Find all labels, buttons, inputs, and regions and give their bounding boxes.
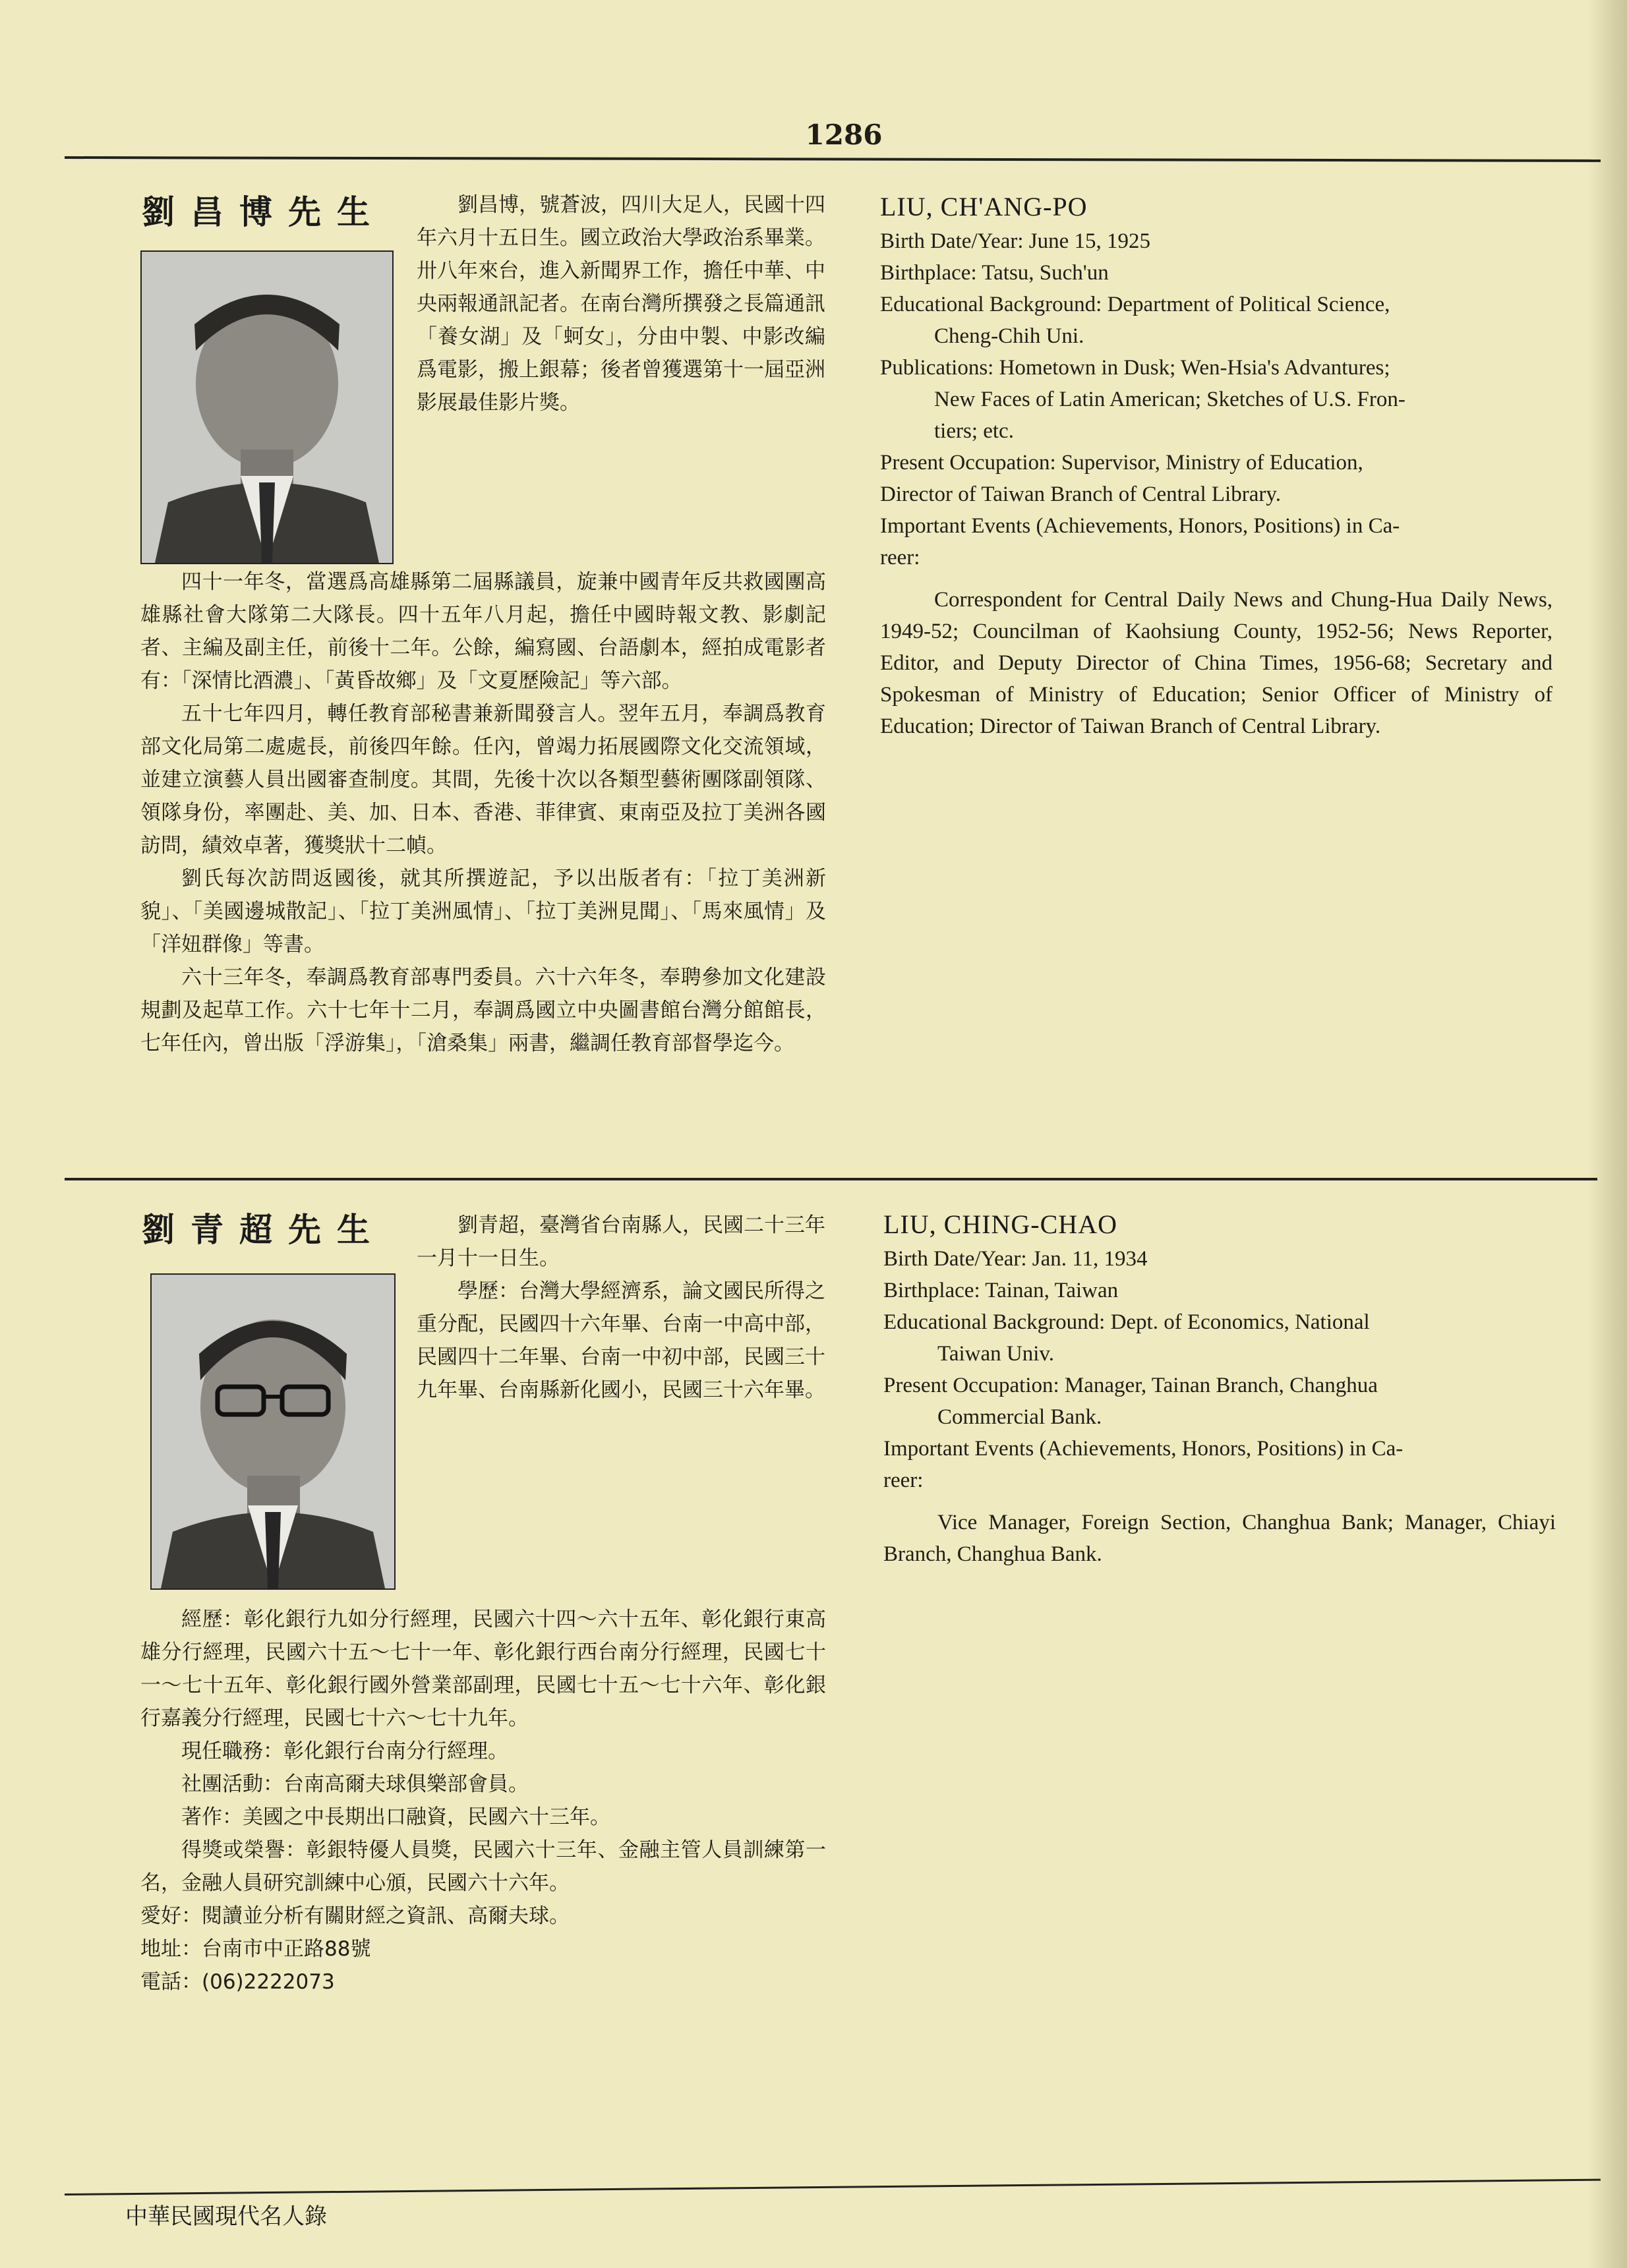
entry1-en-line: reer: [880, 546, 920, 569]
portrait-image [142, 252, 392, 563]
entry1-english-name: LIU, CH'ANG-PO [880, 192, 1088, 221]
entry2-zh-paragraph: 愛好：閱讀並分析有關財經之資訊、高爾夫球。 [140, 1904, 570, 1928]
entry2-en-career-paragraph: Vice Manager, Foreign Section, Changhua Bank; Manager, Chiayi Branch, Changhua Bank. [883, 1511, 1556, 1566]
entry1-en-line: Educational Background: Department of Political Science, [880, 293, 1390, 316]
entry2-zh-paragraph: 地址：台南市中正路88號 [140, 1937, 371, 1961]
footer-book-title: 中華民國現代名人錄 [125, 2203, 327, 2230]
entry1-en-line: Publications: Hometown in Dusk; Wen-Hsia's Advantures; [880, 356, 1390, 380]
entry1-zh-paragraph: 劉昌博，號蒼波，四川大足人，民國十四年六月十五日生。國立政治大學政治系畢業。卅八年來台，進入新聞界工作，擔任中華、中央兩報通訊記者。在南台灣所撰發之長篇通訊「養女湖」及「蚵女」，分由中製、中影改編爲電影，搬上銀幕；後者曾獲選第十一屆亞洲影展最佳影片獎。 [417, 193, 825, 415]
entry1-en-career-paragraph: Correspondent for Central Daily News and Chung-Hua Daily News, 1949-52; Councilman of Kaohsiung County, 1952-56; News Reporter, Editor, and Deputy Director of China Times, 1956-68; Secretary and Spokesman of Ministry of Education; Senior Officer of Ministry of Education; Director of Taiwan Branch of Central Library. [880, 588, 1553, 738]
page-number: 1286 [805, 119, 883, 151]
entry1-chinese-name: 劉昌博先生 [142, 193, 386, 231]
entry2-en-line: Commercial Bank. [937, 1405, 1102, 1429]
entry2-en-line: reer: [883, 1468, 924, 1492]
entry2-english-name: LIU, CHING-CHAO [883, 1209, 1117, 1239]
entry2-zh-paragraph: 學歷：台灣大學經濟系，論文國民所得之重分配，民國四十六年畢、台南一中高中部，民國四十二年畢、台南一中初中部，民國三十九年畢、台南縣新化國小，民國三十六年畢。 [417, 1279, 825, 1402]
entry1-en-line: New Faces of Latin American; Sketches of U.S. Fron- [934, 388, 1405, 411]
entry1-english-bio [880, 225, 1553, 742]
entry2-zh-paragraph: 劉青超，臺灣省台南縣人，民國二十三年一月十一日生。 [417, 1213, 825, 1270]
bottom-rule [65, 2179, 1601, 2195]
entry2-en-line: Taiwan Univ. [937, 1342, 1055, 1366]
entry2-english-bio [883, 1243, 1556, 1570]
entry2-en-line: Important Events (Achievements, Honors, Positions) in Ca- [883, 1437, 1404, 1461]
entry2-zh-paragraph: 著作：美國之中長期出口融資，民國六十三年。 [181, 1805, 610, 1829]
entry1-zh-paragraph: 六十三年冬，奉調爲教育部專門委員。六十六年冬，奉聘參加文化建設規劃及起草工作。六十七年十二月，奉調爲國立中央圖書館台灣分館館長，七年任內，曾出版「浮游集」，「滄桑集」兩書，繼調任教育部督學迄今。 [140, 966, 826, 1055]
entry2-zh-paragraph: 電話：(06)2222073 [140, 1970, 335, 1994]
entry1-portrait-photo [140, 250, 394, 564]
entry1-zh-paragraph: 四十一年冬，當選爲高雄縣第二屆縣議員，旋兼中國青年反共救國團高雄縣社會大隊第二大隊長。四十五年八月起，擔任中國時報文教、影劇記者、主編及副主任，前後十二年。公餘，編寫國、台語劇本，經拍成電影者有：「深情比酒濃」、「黃昏故鄉」及「文夏歷險記」等六部。 [140, 570, 826, 693]
entry2-zh-paragraph: 現任職務：彰化銀行台南分行經理。 [181, 1739, 508, 1763]
page-edge-shadow [1587, 0, 1627, 2268]
entry1-chinese-bio-top [417, 189, 825, 419]
top-rule [65, 156, 1601, 162]
middle-rule [65, 1178, 1597, 1180]
entry1-en-line: Important Events (Achievements, Honors, Positions) in Ca- [880, 514, 1400, 538]
entry2-zh-paragraph: 經歷：彰化銀行九如分行經理，民國六十四～六十五年、彰化銀行東高雄分行經理，民國六十五～七十一年、彰化銀行西台南分行經理，民國七十一～七十五年、彰化銀行國外營業部副理，民國七十五～七十六年、彰化銀行嘉義分行經理，民國七十六～七十九年。 [140, 1608, 826, 1730]
entry2-zh-paragraph: 社團活動：台南高爾夫球俱樂部會員。 [181, 1772, 529, 1796]
entry1-en-line: Present Occupation: Supervisor, Ministry of Education, [880, 451, 1363, 475]
entry2-chinese-bio-top [417, 1209, 825, 1407]
entry2-zh-paragraph: 得獎或榮譽：彰銀特優人員獎，民國六十三年、金融主管人員訓練第一名，金融人員研究訓練中心頒，民國六十六年。 [140, 1838, 826, 1895]
entry1-en-line: Cheng-Chih Uni. [934, 324, 1084, 348]
entry2-en-line: Birthplace: Tainan, Taiwan [883, 1279, 1119, 1302]
entry1-en-line: tiers; etc. [934, 419, 1014, 443]
entry2-en-line: Educational Background: Dept. of Economics, National [883, 1310, 1370, 1334]
entry1-en-line: Birth Date/Year: June 15, 1925 [880, 229, 1151, 253]
entry2-en-line: Present Occupation: Manager, Tainan Branch, Changhua [883, 1374, 1378, 1397]
entry2-chinese-bio-bottom [140, 1603, 826, 1998]
entry1-zh-paragraph: 五十七年四月，轉任教育部秘書兼新聞發言人。翌年五月，奉調爲教育部文化局第二處處長，前後四年餘。任內，曾竭力拓展國際文化交流領域，並建立演藝人員出國審查制度。其間，先後十次以各類型藝術團隊副領隊、領隊身份，率團赴、美、加、日本、香港、菲律賓、東南亞及拉丁美洲各國訪問，績效卓著，獲獎狀十二幀。 [140, 702, 826, 858]
entry2-portrait-photo [150, 1273, 396, 1590]
entry1-en-line: Director of Taiwan Branch of Central Library. [880, 482, 1281, 506]
portrait-image [152, 1275, 394, 1588]
entry1-chinese-bio-bottom [140, 566, 826, 1060]
entry2-en-line: Birth Date/Year: Jan. 11, 1934 [883, 1247, 1148, 1271]
entry1-en-line: Birthplace: Tatsu, Such'un [880, 261, 1109, 285]
entry1-zh-paragraph: 劉氏每次訪問返國後，就其所撰遊記，予以出版者有：「拉丁美洲新貌」、「美國邊城散記」、「拉丁美洲風情」、「拉丁美洲見聞」、「馬來風情」及「洋妞群像」等書。 [140, 867, 826, 956]
entry2-chinese-name: 劉青超先生 [142, 1211, 386, 1249]
